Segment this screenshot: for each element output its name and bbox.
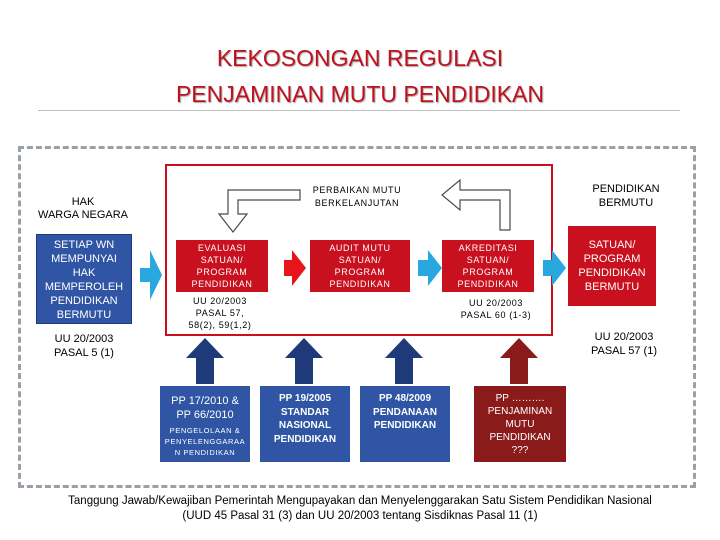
arrow-up-pp2 [285,338,323,384]
pendidikan-bermutu-label: PENDIDIKAN BERMUTU [592,183,660,209]
akreditasi-box: AKREDITASI SATUAN/ PROGRAM PENDIDIKAN [442,240,534,292]
arrow-to-evaluasi [140,250,162,300]
pp-48-2009-box: PP 48/2009 PENDANAAN PENDIDIKAN [360,386,450,462]
footer-line-2: (UUD 45 Pasal 31 (3) dan UU 20/2003 tentang Sisdiknas Pasal 11 (1) [182,510,538,522]
arrow-up-pp4 [500,338,538,384]
feedback-arrow-right [442,180,510,230]
uu-pasal-60-label: UU 20/2003 PASAL 60 (1-3) [460,298,532,320]
evaluasi-box: EVALUASI SATUAN/ PROGRAM PENDIDIKAN [176,240,268,292]
pp-17-2010-subtitle: PENGELOLAAN & PENYELENGGARAA N PENDIDIKAN [164,426,246,457]
title-line-2: PENJAMINAN MUTU PENDIDIKAN [175,81,545,107]
arrow-up-pp3 [385,338,423,384]
pp-penjaminan-mutu-box: PP ………. PENJAMINAN MUTU PENDIDIKAN ??? [474,386,566,462]
arrow-up-pp1 [186,338,224,384]
pp-17-2010-box [160,386,250,462]
uu-pasal-5-label: UU 20/2003 PASAL 5 (1) [54,333,114,359]
uu-pasal-57-label: UU 20/2003 PASAL 57, 58(2), 59(1,2) [188,296,252,330]
arrow-audit-to-akreditasi [418,250,442,286]
feedback-arrow-left [219,190,300,232]
pp-17-2010-title: PP 17/2010 & PP 66/2010 [171,395,239,421]
title-line-1: KEKOSONGAN REGULASI [216,45,504,71]
hak-warga-negara-label: HAK WARGA NEGARA [37,196,129,221]
audit-mutu-box: AUDIT MUTU SATUAN/ PROGRAM PENDIDIKAN [310,240,410,292]
satuan-bermutu-box: SATUAN/ PROGRAM PENDIDIKAN BERMUTU [568,226,656,306]
arrow-evaluasi-to-audit [284,250,306,286]
uu-pasal-57-1-label: UU 20/2003 PASAL 57 (1) [590,331,658,357]
pp-19-2005-box: PP 19/2005 STANDAR NASIONAL PENDIDIKAN [260,386,350,462]
footer-line-1: Tanggung Jawab/Kewajiban Pemerintah Mengupayakan dan Menyelenggarakan Satu Sistem Pendidikan Nasional [68,495,652,507]
perbaikan-mutu-label: PERBAIKAN MUTU BERKELANJUTAN [312,185,402,208]
setiap-wn-box: SETIAP WN MEMPUNYAI HAK MEMPEROLEH PENDIDIKAN BERMUTU [36,234,132,324]
arrow-akreditasi-to-satuan [543,250,566,286]
